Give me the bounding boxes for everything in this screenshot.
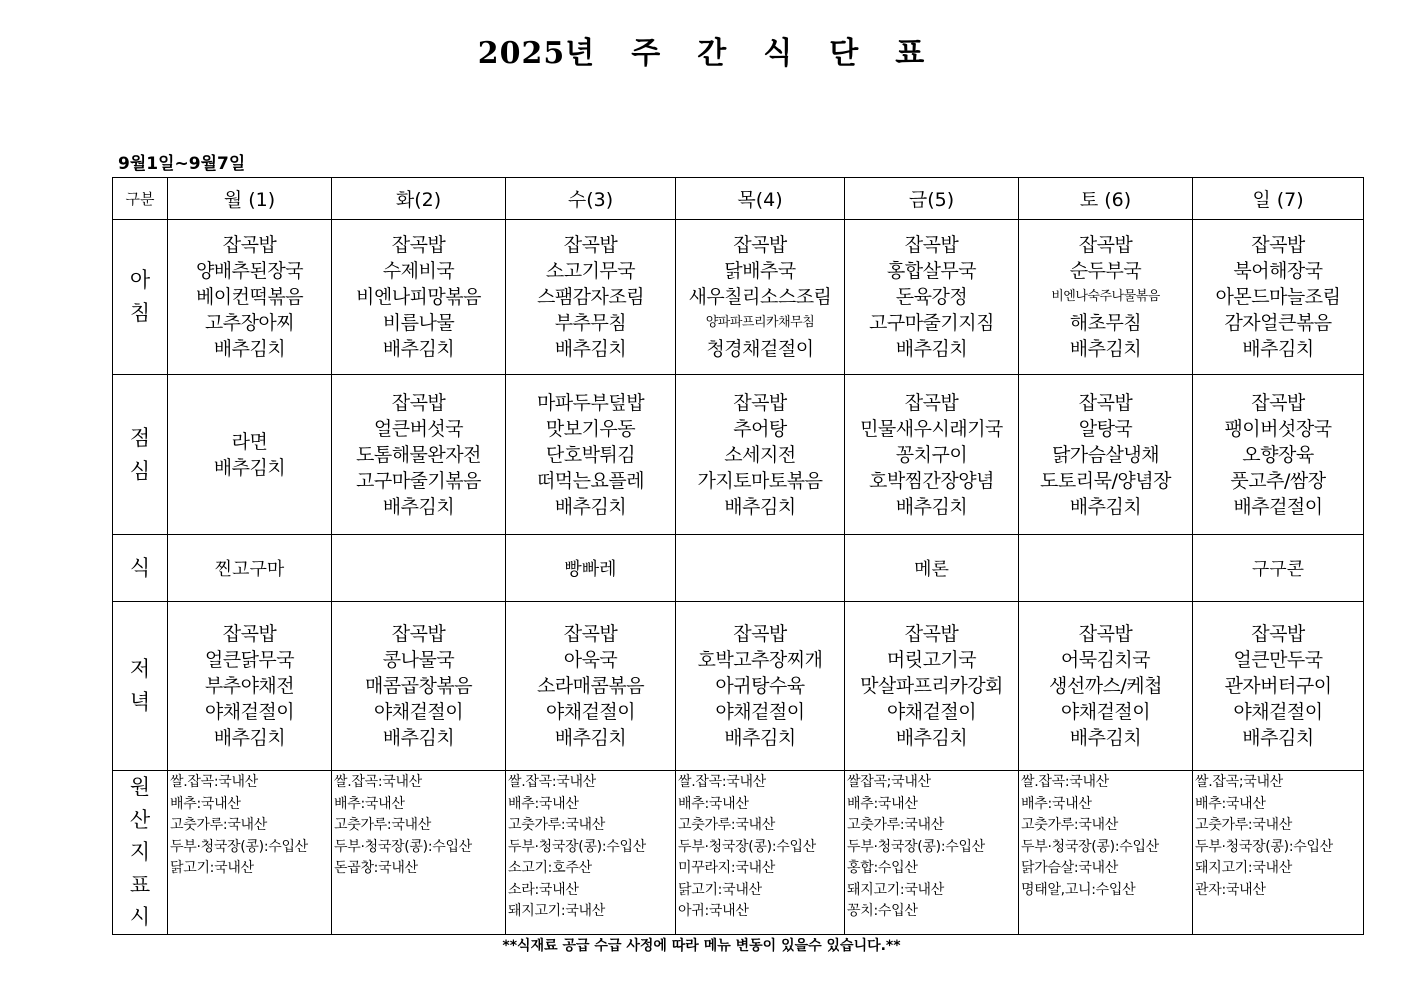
breakfast-cell <box>1019 220 1193 375</box>
origin-item: 쌀.잡곡:국내산 <box>678 774 766 790</box>
menu-item: 관자버터구이 <box>1224 675 1332 697</box>
menu-item: 잡곡밥 <box>391 391 446 414</box>
menu-item: 야채겉절이 <box>1233 701 1323 723</box>
origin-item: 소고기:호주산 <box>508 860 592 876</box>
meal-label-char: 표 <box>129 872 151 897</box>
menu-item: 닭배추국 <box>724 260 796 282</box>
menu-item: 야채겉절이 <box>886 701 977 723</box>
menu-item: 잡곡밥 <box>222 234 277 256</box>
menu-item: 야채겉절이 <box>204 701 295 723</box>
menu-item: 배추겉절이 <box>1233 495 1323 518</box>
origin-item: 두부·청국장(콩):수입산 <box>334 838 472 855</box>
origin-list <box>168 771 331 880</box>
origin-item: 닭가슴살:국내산 <box>1021 860 1118 876</box>
menu-item: 호박고추장찌개 <box>697 649 823 671</box>
breakfast-cell <box>676 220 845 375</box>
menu-item: 잡곡밥 <box>733 391 787 414</box>
origin-item: 두부·청국장(콩):수입산 <box>1195 838 1333 855</box>
menu-item: 비엔나피망볶음 <box>356 286 481 308</box>
dinner-cell <box>1019 602 1193 771</box>
menu-item: 소라매콤볶음 <box>536 675 645 697</box>
menu-item: 얼큰닭무국 <box>204 649 295 671</box>
origin-item: 배추:국내산 <box>508 795 579 812</box>
lunch-row <box>113 375 1364 535</box>
origin-list <box>506 771 675 923</box>
menu-item: 비름나물 <box>382 312 455 334</box>
menu-item: 추어탕 <box>733 417 787 440</box>
origin-cell <box>168 771 332 935</box>
origin-item: 아귀:국내산 <box>678 903 749 919</box>
menu-item: 북어해장국 <box>1233 260 1323 282</box>
menu-item: 배추김치 <box>213 727 286 749</box>
menu-item: 생선까스/케첩 <box>1048 675 1163 697</box>
lunch-cell <box>676 375 845 535</box>
origin-item: 닭고기:국내산 <box>170 860 254 876</box>
meal-label-char: 아 <box>129 268 151 293</box>
title-word: 주 <box>631 36 662 71</box>
origin-list <box>845 771 1018 923</box>
menu-item: 홍합살무국 <box>886 260 977 282</box>
snack-cell <box>1019 535 1193 602</box>
menu-item: 꽁치구이 <box>895 443 968 466</box>
title-word: 간 <box>697 36 728 71</box>
origin-item: 쌀.잡곡:국내산 <box>334 774 422 790</box>
snack-cell <box>332 535 506 602</box>
menu-item: 배추김치 <box>1242 338 1314 360</box>
origin-item: 두부·청국장(콩):수입산 <box>678 838 816 855</box>
meal-label-char: 시 <box>129 905 151 930</box>
origin-list <box>676 771 844 923</box>
origin-item: 쌀잡곡;국내산 <box>847 774 931 790</box>
origin-item: 돼지고기:국내산 <box>847 881 944 898</box>
meal-label-char: 식 <box>129 555 151 580</box>
menu-item: 머릿고기국 <box>886 649 977 671</box>
origin-item: 배추:국내산 <box>170 795 241 812</box>
meal-label-breakfast <box>113 220 168 375</box>
menu-item: 잡곡밥 <box>1251 391 1305 414</box>
title-word: 표 <box>895 36 926 71</box>
menu-item: 잡곡밥 <box>1078 391 1133 414</box>
menu-item: 맛보기우동 <box>545 417 636 440</box>
meal-label-char: 원 <box>129 775 151 799</box>
origin-item: 명태알,고니:수입산 <box>1021 881 1136 898</box>
menu-item: 가지토마토볶음 <box>697 469 823 492</box>
origin-item: 고춧가루:국내산 <box>847 817 944 833</box>
origin-item: 두부·청국장(콩):수입산 <box>1021 838 1159 855</box>
origin-item: 고춧가루:국내산 <box>1021 817 1118 833</box>
footer-note: **식재료 공급 수급 사정에 따라 메뉴 변동이 있을수 있습니다.** <box>502 938 901 954</box>
menu-item: 야채겉절이 <box>545 701 636 723</box>
origin-item: 배추:국내산 <box>678 795 749 812</box>
menu-item: 양배추된장국 <box>195 260 304 282</box>
gubun-header: 구분 <box>113 178 168 220</box>
origin-cell <box>845 771 1019 935</box>
menu-item: 호박찜간장양념 <box>869 469 994 492</box>
lunch-cell <box>1019 375 1193 535</box>
title-word: 단 <box>829 36 860 71</box>
menu-item: 배추김치 <box>1069 495 1142 518</box>
breakfast-cell <box>168 220 332 375</box>
menu-item: 아욱국 <box>563 649 618 671</box>
menu-item: 잡곡밥 <box>733 234 787 256</box>
dinner-cell <box>332 602 506 771</box>
menu-item: 고구마줄기지짐 <box>869 312 994 334</box>
day-header: 목(4) <box>676 178 845 220</box>
menu-item: 부추야채전 <box>204 675 295 697</box>
meal-label-dinner <box>113 602 168 771</box>
menu-item: 배추김치 <box>724 495 796 518</box>
menu-item: 풋고추/쌈장 <box>1230 469 1326 492</box>
menu-item: 청경채겉절이 <box>706 338 814 360</box>
menu-item: 팽이버섯장국 <box>1224 417 1332 440</box>
menu-item: 도토리묵/양념장 <box>1040 469 1171 492</box>
menu-item: 아몬드마늘조림 <box>1215 286 1341 308</box>
menu-item: 배추김치 <box>895 495 968 518</box>
menu-item: 맛살파프리카강회 <box>860 675 1003 697</box>
menu-item: 단호박튀김 <box>545 443 636 466</box>
origin-item: 닭고기:국내산 <box>678 881 762 898</box>
menu-item: 부추무침 <box>554 312 627 334</box>
dinner-cell <box>1193 602 1364 771</box>
origin-item: 관자:국내산 <box>1195 881 1266 898</box>
origin-cell <box>332 771 506 935</box>
lunch-cell <box>1193 375 1364 535</box>
menu-item: 감자얼큰볶음 <box>1224 312 1332 334</box>
meal-label-char: 지 <box>129 840 151 865</box>
menu-item: 오향장육 <box>1242 443 1314 466</box>
origin-item: 두부·청국장(콩):수입산 <box>847 838 985 855</box>
menu-item: 알탕국 <box>1078 417 1133 440</box>
menu-item: 배추김치 <box>724 727 796 749</box>
menu-item: 비엔나숙주나물볶음 <box>1051 289 1160 304</box>
origin-item: 돼지고기:국내산 <box>508 903 605 919</box>
menu-item: 잡곡밥 <box>1078 234 1133 256</box>
menu-item: 새우칠리소스조림 <box>688 286 832 308</box>
menu-item: 배추김치 <box>382 727 455 749</box>
origin-cell <box>676 771 845 935</box>
origin-item: 두부·청국장(콩):수입산 <box>508 838 646 855</box>
origin-row <box>113 771 1364 935</box>
menu-item: 콩나물국 <box>382 649 455 671</box>
origin-item: 돼지고기:국내산 <box>1195 860 1292 876</box>
menu-item: 도톰해물완자전 <box>356 443 481 466</box>
lunch-cell <box>332 375 506 535</box>
snack-cell <box>676 535 845 602</box>
origin-item: 배추:국내산 <box>1021 795 1092 812</box>
menu-item: 야채겉절이 <box>1060 701 1151 723</box>
origin-list <box>332 771 505 880</box>
dinner-cell <box>168 602 332 771</box>
snack-cell: 빵빠레 <box>506 535 676 602</box>
meal-label-char: 심 <box>129 458 151 483</box>
menu-item: 배추김치 <box>895 727 968 749</box>
lunch-cell <box>845 375 1019 535</box>
menu-item: 어묵김치국 <box>1060 649 1151 671</box>
menu-item: 아귀탕수육 <box>715 675 805 697</box>
menu-item: 잡곡밥 <box>1251 623 1305 645</box>
day-header: 토 (6) <box>1019 178 1193 220</box>
dinner-row <box>113 602 1364 771</box>
meal-label-char: 녁 <box>129 690 151 714</box>
origin-item: 소라:국내산 <box>508 881 579 898</box>
origin-list <box>1019 771 1192 901</box>
origin-item: 배추:국내산 <box>334 795 405 812</box>
menu-item: 잡곡밥 <box>563 234 618 256</box>
lunch-cell <box>506 375 676 535</box>
menu-item: 잡곡밥 <box>563 623 618 645</box>
menu-item: 고추장아찌 <box>204 312 295 334</box>
menu-period: 9월1일~9월7일 <box>118 154 246 174</box>
meal-label-snack <box>113 535 168 602</box>
menu-item: 배추김치 <box>1069 727 1142 749</box>
menu-item: 배추김치 <box>554 727 627 749</box>
menu-item: 순두부국 <box>1069 260 1142 282</box>
menu-item: 소고기무국 <box>545 260 636 282</box>
menu-item: 잡곡밥 <box>391 234 446 256</box>
origin-item: 쌀.잡곡;국내산 <box>1195 774 1283 790</box>
lunch-cell <box>168 375 332 535</box>
origin-item: 쌀.잡곡:국내산 <box>170 774 258 790</box>
menu-item: 스팸감자조림 <box>536 286 645 308</box>
day-header: 화(2) <box>332 178 506 220</box>
origin-item: 쌀.잡곡:국내산 <box>1021 774 1109 790</box>
meal-label-char: 산 <box>129 807 151 832</box>
origin-item: 홍합:수입산 <box>847 860 918 876</box>
day-header: 금(5) <box>845 178 1019 220</box>
menu-item: 양파파프리카채무침 <box>705 315 815 330</box>
breakfast-cell <box>1193 220 1364 375</box>
origin-item: 고춧가루:국내산 <box>170 817 267 833</box>
origin-item: 미꾸라지:국내산 <box>678 860 775 876</box>
menu-item: 배추김치 <box>895 338 968 360</box>
menu-item: 배추김치 <box>554 495 627 518</box>
menu-item: 잡곡밥 <box>1251 234 1305 256</box>
breakfast-row <box>113 220 1364 375</box>
day-header: 일 (7) <box>1193 178 1364 220</box>
menu-item: 해초무침 <box>1069 312 1142 334</box>
menu-item: 얼큰만두국 <box>1233 649 1323 671</box>
snack-row <box>113 535 1364 602</box>
meal-label-char: 침 <box>129 301 151 325</box>
meal-label-lunch <box>113 375 168 535</box>
origin-cell <box>506 771 676 935</box>
meal-label-char: 저 <box>129 657 151 682</box>
meal-label-char: 점 <box>129 425 151 450</box>
origin-item: 배추:국내산 <box>1195 795 1266 812</box>
menu-item: 잡곡밥 <box>733 623 787 645</box>
day-header: 월 (1) <box>168 178 332 220</box>
menu-item: 잡곡밥 <box>904 234 959 256</box>
origin-item: 꽁치:수입산 <box>847 903 918 919</box>
menu-item: 배추김치 <box>554 338 627 360</box>
snack-cell: 구구콘 <box>1193 535 1364 602</box>
snack-cell: 찐고구마 <box>168 535 332 602</box>
menu-item: 닭가슴살냉채 <box>1051 443 1160 466</box>
weekly-menu-table <box>112 177 1364 935</box>
menu-item: 마파두부덮밥 <box>536 391 645 414</box>
title-word: 식 <box>763 36 794 71</box>
menu-item: 배추김치 <box>213 456 286 479</box>
menu-item: 잡곡밥 <box>222 623 277 645</box>
menu-item: 배추김치 <box>382 338 455 360</box>
origin-item: 배추:국내산 <box>847 795 918 812</box>
menu-item: 돈육강정 <box>895 286 968 308</box>
origin-item: 두부·청국장(콩):수입산 <box>170 838 308 855</box>
menu-item: 배추김치 <box>382 495 455 518</box>
dinner-cell <box>676 602 845 771</box>
origin-item: 고춧가루:국내산 <box>508 817 605 833</box>
menu-item: 잡곡밥 <box>904 623 959 645</box>
origin-item: 고춧가루:국내산 <box>1195 817 1292 833</box>
menu-item: 배추김치 <box>213 338 286 360</box>
menu-item: 배추김치 <box>1069 338 1142 360</box>
menu-item: 고구마줄기볶음 <box>356 469 481 492</box>
breakfast-cell <box>845 220 1019 375</box>
header-row <box>113 178 1364 220</box>
menu-item: 야채겉절이 <box>715 701 805 723</box>
origin-item: 쌀.잡곡:국내산 <box>508 774 596 790</box>
menu-item: 배추김치 <box>1242 727 1314 749</box>
menu-item: 수제비국 <box>382 260 455 282</box>
menu-item: 매콤곱창볶음 <box>364 675 473 697</box>
menu-item: 소세지전 <box>724 443 796 466</box>
title-word: 2025년 <box>477 36 596 71</box>
snack-cell: 메론 <box>845 535 1019 602</box>
origin-cell <box>1193 771 1364 935</box>
breakfast-cell <box>332 220 506 375</box>
meal-label-origin <box>113 771 168 935</box>
menu-item: 라면 <box>231 430 268 453</box>
origin-item: 고춧가루:국내산 <box>334 817 431 833</box>
dinner-cell <box>506 602 676 771</box>
menu-item: 야채겉절이 <box>373 701 464 723</box>
menu-item: 잡곡밥 <box>391 623 446 645</box>
menu-item: 민물새우시래기국 <box>860 417 1003 440</box>
day-header: 수(3) <box>506 178 676 220</box>
origin-item: 돈곱창:국내산 <box>334 860 418 876</box>
origin-cell <box>1019 771 1193 935</box>
menu-item: 잡곡밥 <box>1078 623 1133 645</box>
origin-item: 고춧가루:국내산 <box>678 817 775 833</box>
page-title <box>0 28 1403 72</box>
menu-item: 떠먹는요플레 <box>536 469 645 492</box>
origin-list <box>1193 771 1363 901</box>
menu-item: 베이컨떡볶음 <box>195 286 304 308</box>
breakfast-cell <box>506 220 676 375</box>
menu-item: 얼큰버섯국 <box>373 417 464 440</box>
menu-item: 잡곡밥 <box>904 391 959 414</box>
dinner-cell <box>845 602 1019 771</box>
